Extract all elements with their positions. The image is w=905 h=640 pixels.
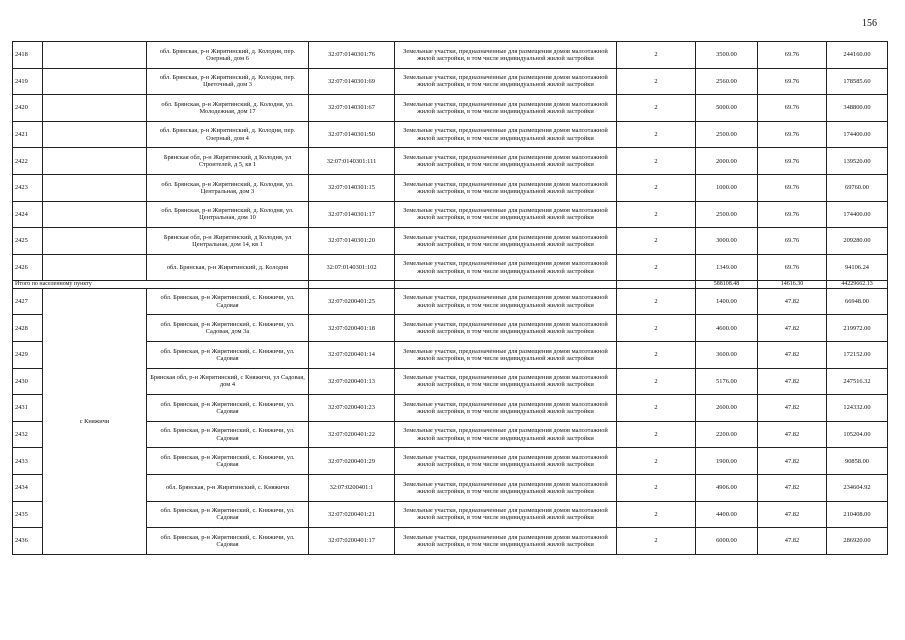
rate-cell: 47.82 [758,395,827,422]
class-cell: 2 [617,174,696,201]
class-cell: 2 [617,501,696,528]
cadastral-number-cell: 32:07:0140301:69 [309,68,395,95]
value-cell: 209280.00 [827,228,888,255]
table-row [13,201,888,228]
address-cell: обл. Брянская, р-н Жирятинский, с. Княжичи, ул. Садовая, дом 3а [147,315,309,342]
cadastral-number-cell: 32:07:0200401:17 [309,528,395,555]
table-row [13,288,888,315]
area-cell: 1349.00 [696,254,758,281]
row-number: 2418 [13,42,43,69]
address-cell: обл. Брянская, р-н Жирятинский, д. Колодня, пер. Озерный, дом 6 [147,42,309,69]
rate-cell: 69.76 [758,254,827,281]
rate-cell: 47.82 [758,342,827,369]
land-use-cell: Земельные участки, предназначенные для размещения домов малоэтажной жилой застройки, в том числе индивидуальной жилой застройки [395,148,617,175]
area-cell: 1400.00 [696,288,758,315]
address-cell: обл. Брянская, р-н Жирятинский, с. Княжичи, ул. Садовая [147,421,309,448]
empty-cell [43,228,147,255]
group-total-body [13,281,888,289]
address-cell: обл. Брянская, р-н Жирятинский, с. Княжичи, ул. Садовая [147,342,309,369]
row-number: 2430 [13,368,43,395]
address-cell: обл. Брянская, р-н Жирятинский, с. Княжичи, ул. Садовая [147,395,309,422]
value-cell: 178585.60 [827,68,888,95]
land-use-cell: Земельные участки, предназначенные для размещения домов малоэтажной жилой застройки, в том числе индивидуальной жилой застройки [395,342,617,369]
area-cell: 2200.00 [696,421,758,448]
class-cell: 2 [617,201,696,228]
area-cell: 5000.00 [696,95,758,122]
group-total-rate: 14616.30 [758,281,827,289]
area-cell: 4906.00 [696,475,758,502]
empty-cell [43,95,147,122]
empty-cell [43,121,147,148]
cadastral-number-cell: 32:07:0200401:21 [309,501,395,528]
area-cell: 4400.00 [696,501,758,528]
value-cell: 124332.00 [827,395,888,422]
value-cell: 139520.00 [827,148,888,175]
address-cell: обл. Брянская, р-н Жирятинский, д. Колодня, пер. Озерный, дом 4 [147,121,309,148]
empty-cell [43,148,147,175]
land-use-cell: Земельные участки, предназначенные для размещения домов малоэтажной жилой застройки, в том числе индивидуальной жилой застройки [395,95,617,122]
cadastral-number-cell: 32:07:0200401:29 [309,448,395,475]
table-row [13,148,888,175]
rate-cell: 47.82 [758,368,827,395]
table-body-bottom [13,288,888,554]
row-number: 2425 [13,228,43,255]
area-cell: 4600.00 [696,315,758,342]
table-row [13,68,888,95]
land-use-cell: Земельные участки, предназначенные для размещения домов малоэтажной жилой застройки, в том числе индивидуальной жилой застройки [395,42,617,69]
row-number: 2431 [13,395,43,422]
cadastral-number-cell: 32:07:0140301:17 [309,201,395,228]
row-number: 2422 [13,148,43,175]
land-use-cell: Земельные участки, предназначенные для размещения домов малоэтажной жилой застройки, в том числе индивидуальной жилой застройки [395,368,617,395]
section-label: с Княжичи [43,288,147,554]
area-cell: 3000.00 [696,228,758,255]
rate-cell: 69.76 [758,174,827,201]
row-number: 2424 [13,201,43,228]
land-use-cell: Земельные участки, предназначенные для размещения домов малоэтажной жилой застройки, в том числе индивидуальной жилой застройки [395,228,617,255]
row-number: 2428 [13,315,43,342]
value-cell: 247516.32 [827,368,888,395]
row-number: 2426 [13,254,43,281]
table-row [13,254,888,281]
rate-cell: 69.76 [758,68,827,95]
address-cell: обл. Брянская, р-н Жирятинский, д. Колодня, ул. Молодежная, дом 17 [147,95,309,122]
row-number: 2420 [13,95,43,122]
row-number: 2432 [13,421,43,448]
land-use-cell: Земельные участки, предназначенные для размещения домов малоэтажной жилой застройки, в том числе индивидуальной жилой застройки [395,254,617,281]
area-cell: 1900.00 [696,448,758,475]
class-cell: 2 [617,421,696,448]
group-total-row [13,281,888,289]
row-number: 2423 [13,174,43,201]
cadastral-number-cell: 32:07:0200401:22 [309,421,395,448]
class-cell: 2 [617,368,696,395]
cadastral-value-table [12,41,888,555]
address-cell: обл. Брянская, р-н Жирятинский, д. Колодня, ул. Центральная, дом 10 [147,201,309,228]
class-cell: 2 [617,42,696,69]
cadastral-number-cell: 32:07:0200401:23 [309,395,395,422]
land-use-cell: Земельные участки, предназначенные для размещения домов малоэтажной жилой застройки, в том числе индивидуальной жилой застройки [395,395,617,422]
rate-cell: 47.82 [758,528,827,555]
group-total-area: 588108.48 [696,281,758,289]
address-cell: обл. Брянская, р-н Жирятинский, д. Колодня, пер. Цветочный, дом 3 [147,68,309,95]
cadastral-number-cell: 32:07:0140301:67 [309,95,395,122]
class-cell: 2 [617,528,696,555]
row-number: 2427 [13,288,43,315]
cadastral-number-cell: 32:07:0200401:14 [309,342,395,369]
value-cell: 244160.00 [827,42,888,69]
rate-cell: 47.82 [758,501,827,528]
row-number: 2421 [13,121,43,148]
empty-cell [43,42,147,69]
address-cell: Брянская обл, р-н Жирятинский, д Колодня, ул Центральная, дом 14, кв 1 [147,228,309,255]
value-cell: 174400.00 [827,201,888,228]
address-cell: обл. Брянская, р-н Жирятинский, с. Княжичи, ул. Садовая [147,448,309,475]
cadastral-number-cell: 32:07:0140301:76 [309,42,395,69]
row-number: 2435 [13,501,43,528]
address-cell: Брянская обл, р-н Жирятинский, с Княжичи, ул Садовая, дом 4 [147,368,309,395]
rate-cell: 69.76 [758,42,827,69]
class-cell: 2 [617,475,696,502]
class-cell: 2 [617,148,696,175]
table-body-top [13,42,888,281]
rate-cell: 69.76 [758,201,827,228]
land-use-cell: Земельные участки, предназначенные для размещения домов малоэтажной жилой застройки, в том числе индивидуальной жилой застройки [395,315,617,342]
value-cell: 174400.00 [827,121,888,148]
empty-cell [43,201,147,228]
rate-cell: 69.76 [758,95,827,122]
rate-cell: 69.76 [758,121,827,148]
empty-cell [43,254,147,281]
address-cell: обл. Брянская, р-н Жирятинский, с. Княжичи, ул. Садовая [147,288,309,315]
cadastral-number-cell: 32:07:0140301:102 [309,254,395,281]
area-cell: 3500.00 [696,42,758,69]
area-cell: 1000.00 [696,174,758,201]
cadastral-number-cell: 32:07:0200401:25 [309,288,395,315]
row-number: 2436 [13,528,43,555]
value-cell: 66948.00 [827,288,888,315]
land-use-cell: Земельные участки, предназначенные для размещения домов малоэтажной жилой застройки, в том числе индивидуальной жилой застройки [395,421,617,448]
address-cell: обл. Брянская, р-н Жирятинский, д. Колодня, ул. Центральная, дом 3 [147,174,309,201]
area-cell: 3600.00 [696,342,758,369]
rate-cell: 47.82 [758,288,827,315]
value-cell: 90858.00 [827,448,888,475]
area-cell: 2000.00 [696,148,758,175]
group-total-value: 44229662.13 [827,281,888,289]
row-number: 2419 [13,68,43,95]
land-use-cell: Земельные участки, предназначенные для размещения домов малоэтажной жилой застройки, в том числе индивидуальной жилой застройки [395,174,617,201]
table-row [13,42,888,69]
empty-cell [43,174,147,201]
class-cell: 2 [617,395,696,422]
row-number: 2433 [13,448,43,475]
address-cell: Брянская обл, р-н Жирятинский, д Колодня, ул Строителей, д 5, кв 1 [147,148,309,175]
value-cell: 219972.00 [827,315,888,342]
area-cell: 2500.00 [696,201,758,228]
cadastral-number-cell: 32:07:0200401:1 [309,475,395,502]
class-cell: 2 [617,121,696,148]
row-number: 2429 [13,342,43,369]
page-number: 156 [862,18,877,29]
address-cell: обл. Брянская, р-н Жирятинский, с. Княжичи [147,475,309,502]
class-cell: 2 [617,315,696,342]
land-use-cell: Земельные участки, предназначенные для размещения домов малоэтажной жилой застройки, в том числе индивидуальной жилой застройки [395,201,617,228]
cadastral-number-cell: 32:07:0200401:13 [309,368,395,395]
class-cell: 2 [617,342,696,369]
class-cell: 2 [617,68,696,95]
rate-cell: 69.76 [758,228,827,255]
land-use-cell: Земельные участки, предназначенные для размещения домов малоэтажной жилой застройки, в том числе индивидуальной жилой застройки [395,288,617,315]
rate-cell: 47.82 [758,421,827,448]
value-cell: 234604.92 [827,475,888,502]
table-row [13,228,888,255]
class-cell: 2 [617,254,696,281]
class-cell: 2 [617,228,696,255]
table-row [13,174,888,201]
row-number: 2434 [13,475,43,502]
table-row [13,95,888,122]
value-cell: 94106.24 [827,254,888,281]
class-cell: 2 [617,95,696,122]
area-cell: 6000.00 [696,528,758,555]
cadastral-number-cell: 32:07:0140301:111 [309,148,395,175]
value-cell: 210408.00 [827,501,888,528]
area-cell: 2560.00 [696,68,758,95]
rate-cell: 47.82 [758,448,827,475]
rate-cell: 47.82 [758,475,827,502]
table-row [13,121,888,148]
land-use-cell: Земельные участки, предназначенные для размещения домов малоэтажной жилой застройки, в том числе индивидуальной жилой застройки [395,475,617,502]
rate-cell: 69.76 [758,148,827,175]
cadastral-number-cell: 32:07:0140301:50 [309,121,395,148]
value-cell: 69760.00 [827,174,888,201]
area-cell: 5176.00 [696,368,758,395]
address-cell: обл. Брянская, р-н Жирятинский, д. Колодня [147,254,309,281]
value-cell: 286920.00 [827,528,888,555]
land-use-cell: Земельные участки, предназначенные для размещения домов малоэтажной жилой застройки, в том числе индивидуальной жилой застройки [395,448,617,475]
value-cell: 105204.00 [827,421,888,448]
rate-cell: 47.82 [758,315,827,342]
class-cell: 2 [617,448,696,475]
address-cell: обл. Брянская, р-н Жирятинский, с. Княжичи, ул. Садовая [147,501,309,528]
cadastral-number-cell: 32:07:0140301:15 [309,174,395,201]
value-cell: 348800.00 [827,95,888,122]
value-cell: 172152.00 [827,342,888,369]
group-total-label: Итого по населенному пункту [13,281,309,289]
empty-cell [43,68,147,95]
land-use-cell: Земельные участки, предназначенные для размещения домов малоэтажной жилой застройки, в том числе индивидуальной жилой застройки [395,121,617,148]
land-use-cell: Земельные участки, предназначенные для размещения домов малоэтажной жилой застройки, в том числе индивидуальной жилой застройки [395,501,617,528]
land-use-cell: Земельные участки, предназначенные для размещения домов малоэтажной жилой застройки, в том числе индивидуальной жилой застройки [395,528,617,555]
cadastral-number-cell: 32:07:0140301:20 [309,228,395,255]
land-use-cell: Земельные участки, предназначенные для размещения домов малоэтажной жилой застройки, в том числе индивидуальной жилой застройки [395,68,617,95]
area-cell: 2500.00 [696,121,758,148]
class-cell: 2 [617,288,696,315]
address-cell: обл. Брянская, р-н Жирятинский, с. Княжичи, ул. Садовая [147,528,309,555]
cadastral-number-cell: 32:07:0200401:18 [309,315,395,342]
area-cell: 2600.00 [696,395,758,422]
